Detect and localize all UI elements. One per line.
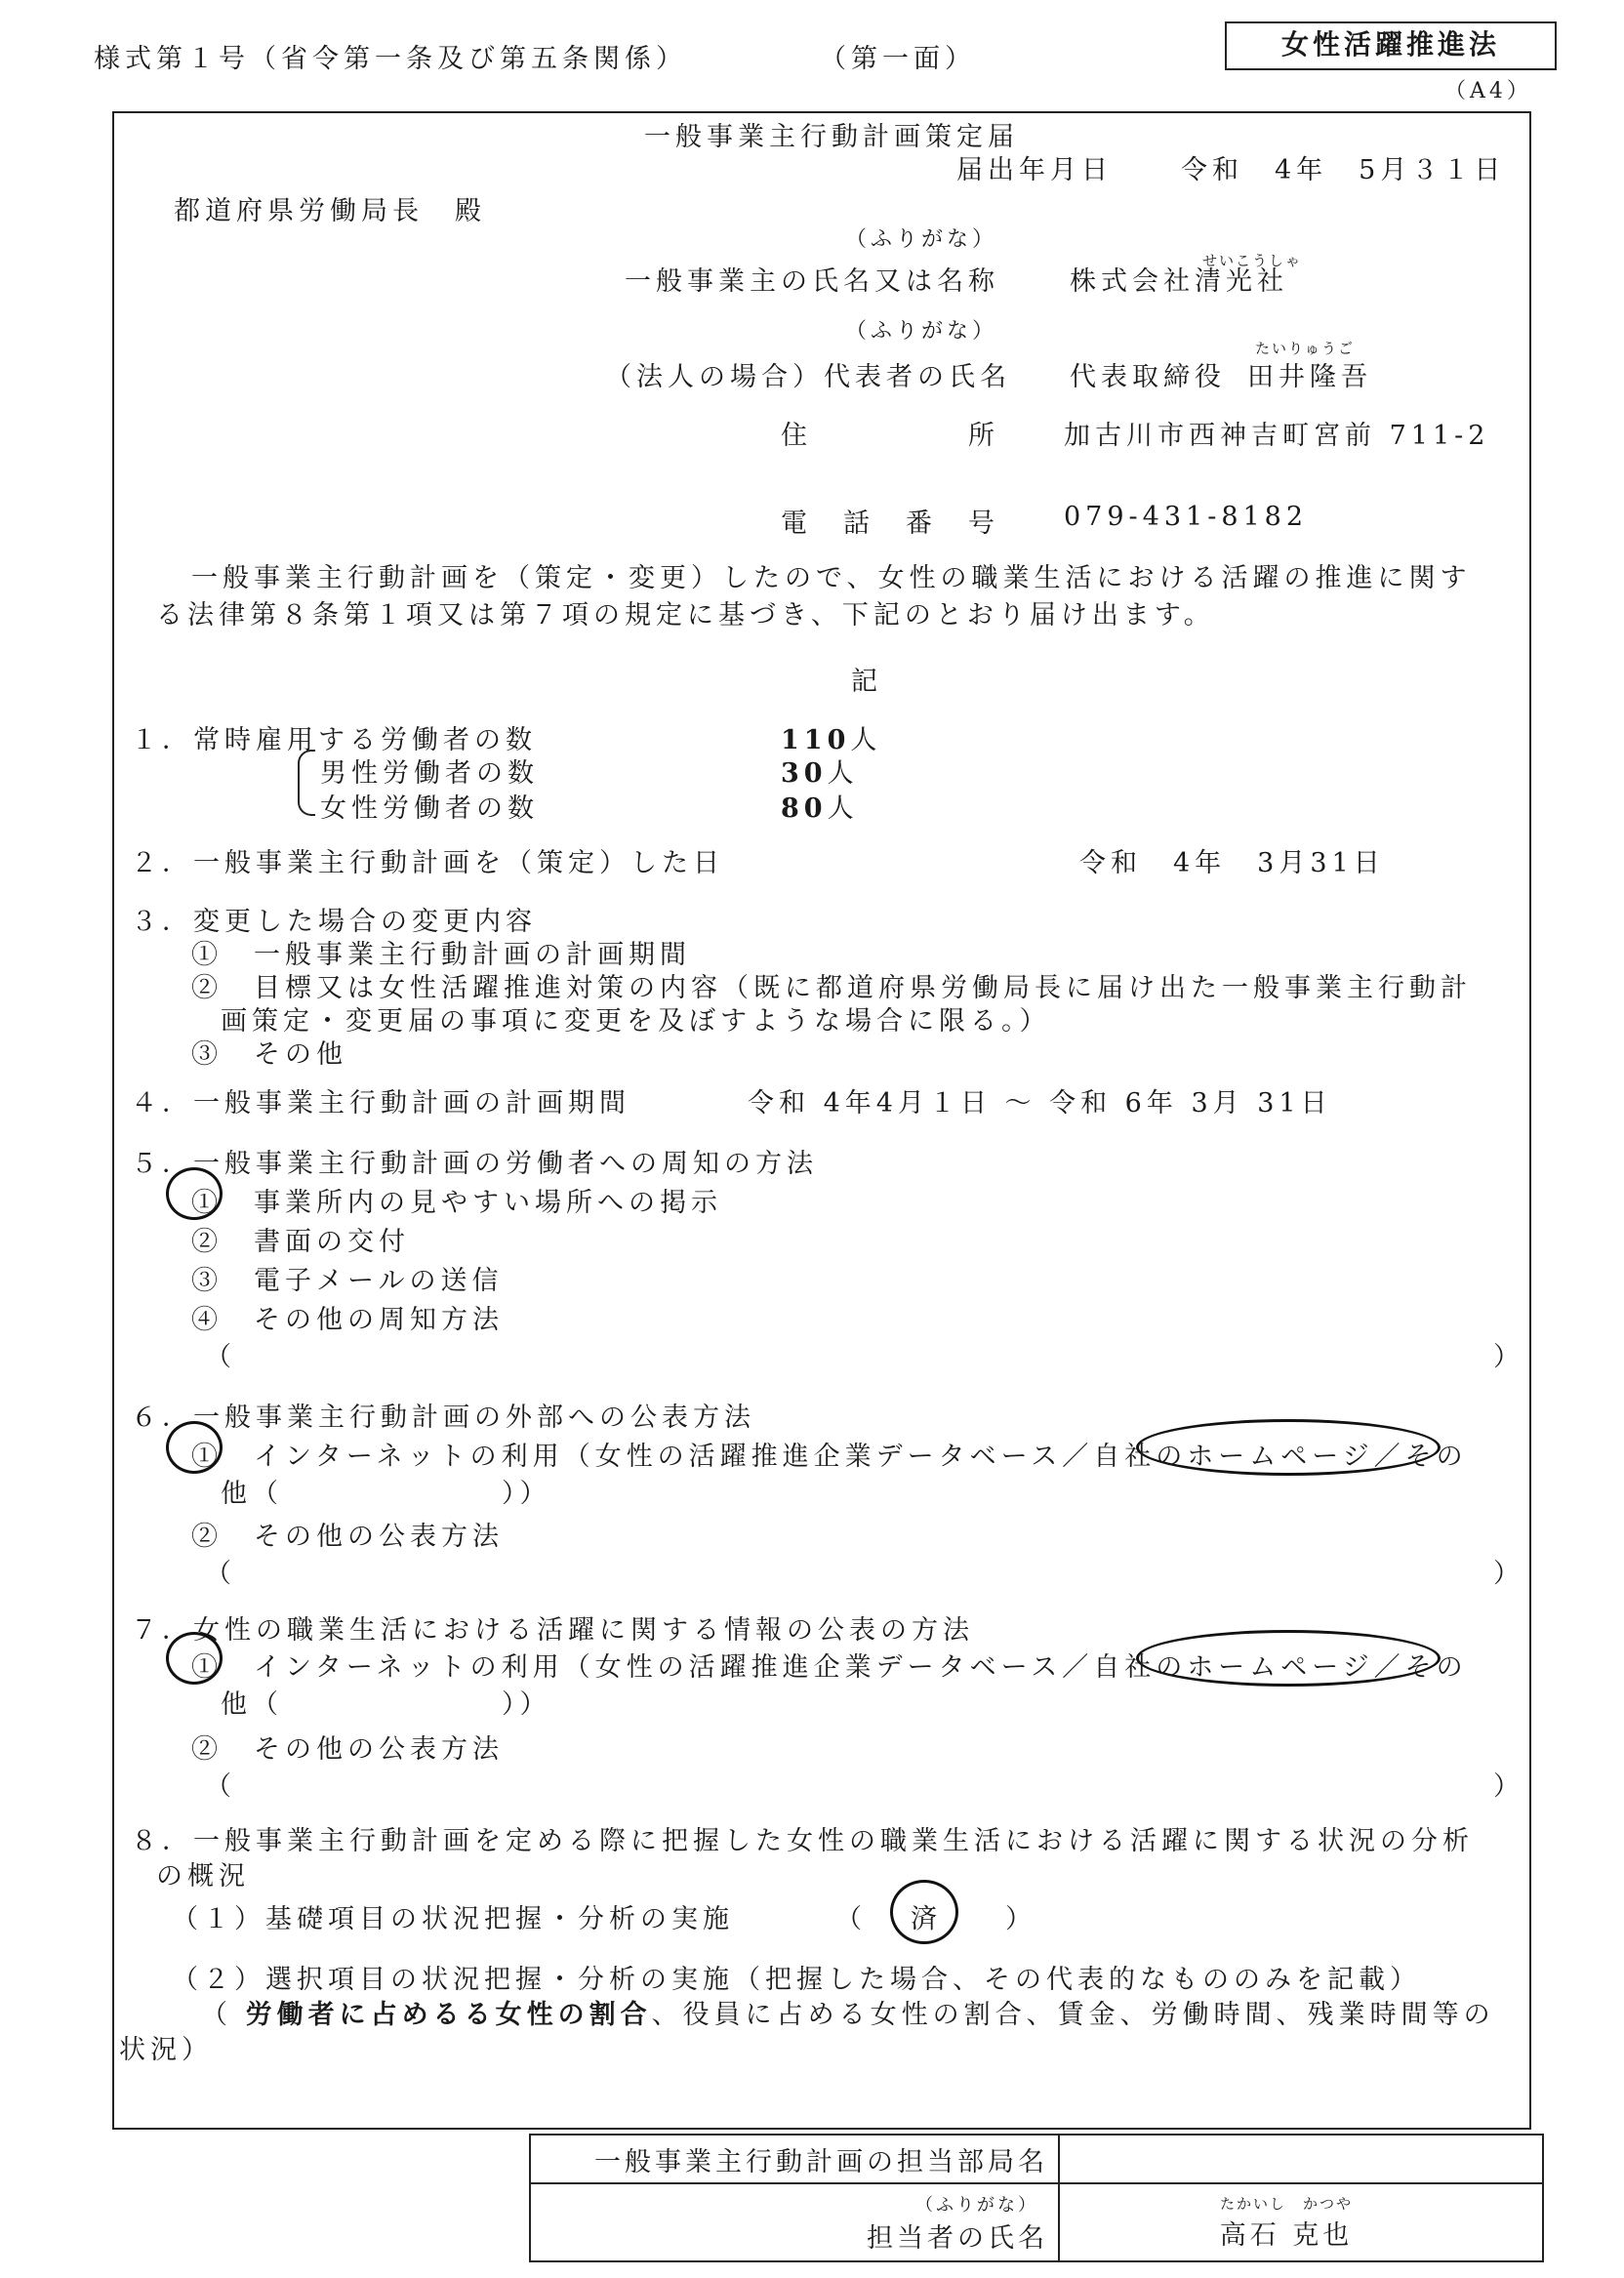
s5-paren-close: ）	[1493, 1342, 1524, 1372]
address-label-2: 所	[968, 421, 999, 451]
s5-label: ５．一般事業主行動計画の労働者への周知の方法	[131, 1149, 818, 1179]
s3-item-2b: 画策定・変更届の事項に変更を及ぼすような場合に限る。）	[221, 1006, 1051, 1037]
addressee: 都道府県労働局長 殿	[174, 196, 486, 226]
address: 加古川市西神吉町宮前 711-2	[1064, 421, 1490, 451]
s3-label: ３．変更した場合の変更内容	[131, 907, 537, 937]
s8-sub1: （１）基礎項目の状況把握・分析の実施	[172, 1904, 734, 1934]
s6-item-2: ② その他の公表方法	[191, 1522, 504, 1552]
s7-item-1: ① インターネットの利用（女性の活躍推進企業データベース／自社のホームページ／その	[191, 1652, 1468, 1683]
s1-male-label: 男性労働者の数	[320, 758, 539, 789]
intro-line-1: 一般事業主行動計画を（策定・変更）したので、女性の職業生活における活躍の推進に関す	[191, 563, 1472, 593]
responsible-table	[529, 2134, 1544, 2262]
s6-paren-open: （	[205, 1559, 236, 1589]
s8-sub1-open: （	[835, 1904, 867, 1934]
s6-item-1b: 他（ ））	[221, 1479, 551, 1509]
s5-paren-open: （	[205, 1342, 236, 1372]
s8-sub1-value: 済	[911, 1904, 942, 1934]
person-name-cell[interactable]	[1059, 2183, 1543, 2261]
s8-sub1-close: ）	[1005, 1904, 1036, 1934]
s5-item-4: ④ その他の周知方法	[191, 1305, 504, 1335]
rep-label: （法人の場合）代表者の氏名	[605, 362, 1011, 392]
form-title: 一般事業主行動計画策定届	[644, 122, 1019, 152]
s1-label: １．常時雇用する労働者の数	[131, 725, 537, 755]
date-value: 令和 4年 5月３１日	[1181, 155, 1506, 185]
s8-sub2-end: 状況）	[119, 2035, 213, 2065]
s7-paren-open: （	[205, 1771, 236, 1802]
s1-female-label: 女性労働者の数	[320, 793, 539, 824]
s6-paren-close: ）	[1493, 1559, 1524, 1589]
employer-name: 株式会社清光社	[1070, 266, 1288, 297]
s4-label: ４．一般事業主行動計画の計画期間	[131, 1088, 630, 1119]
s7-label: ７．女性の職業生活における活躍に関する情報の公表の方法	[131, 1615, 974, 1646]
address-label-1: 住	[781, 421, 812, 451]
s5-item-3: ③ 電子メールの送信	[191, 1266, 504, 1296]
rep-name: 田井隆吾	[1247, 362, 1372, 392]
furigana-label-2: （ふりがな）	[845, 319, 998, 344]
s6-label: ６．一般事業主行動計画の外部への公表方法	[131, 1403, 755, 1433]
employer-name-furigana: せいこうしゃ	[1202, 252, 1303, 269]
s1-total: 110人	[781, 725, 882, 755]
side-indicator: （第一面）	[820, 44, 976, 74]
tel: 079-431-8182	[1064, 502, 1309, 532]
paper-size: （A4）	[1444, 79, 1532, 103]
s1-male: 30人	[781, 758, 859, 789]
intro-line-2: る法律第８条第１項又は第７項の規定に基づき、下記のとおり届け出ます。	[156, 600, 1215, 631]
s5-item-2: ② 書面の交付	[191, 1227, 410, 1257]
rep-furigana: たいりゅうご	[1255, 340, 1356, 357]
employer-name-label: 一般事業主の氏名又は名称	[625, 266, 999, 297]
s2-label: ２．一般事業主行動計画を（策定）した日	[131, 848, 724, 878]
person-name: 高石 克也	[1219, 2220, 1354, 2251]
s1-female: 80人	[781, 793, 859, 824]
s7-item-1b: 他（ ））	[221, 1689, 551, 1720]
person-furigana: たかいし かつや	[1219, 2195, 1353, 2213]
dept-label: 一般事業主行動計画の担当部局名	[530, 2135, 1059, 2183]
s7-paren-close: ）	[1493, 1771, 1524, 1802]
person-furigana-label: （ふりがな）	[915, 2194, 1038, 2216]
person-label: 担当者の氏名	[867, 2222, 1048, 2254]
s3-item-1: ① 一般事業主行動計画の計画期間	[191, 940, 691, 970]
s4-period: 令和 4年4月１日 ～ 令和 6年 3月 31日	[748, 1088, 1332, 1119]
s7-item-2: ② その他の公表方法	[191, 1734, 504, 1765]
tel-label: 電 話 番 号	[781, 508, 999, 539]
s3-item-2: ② 目標又は女性活躍推進対策の内容（既に都道府県労働局長に届け出た一般事業主行動計	[191, 973, 1472, 1003]
s8-sub2-detail: （ 労働者に占めるる女性の割合、役員に占める女性の割合、賃金、労働時間、残業時間等の	[201, 2000, 1495, 2030]
ki-mark: 記	[851, 667, 882, 697]
rep-title: 代表取締役	[1070, 362, 1226, 392]
law-label: 女性活躍推進法	[1225, 21, 1557, 70]
s5-item-1: ① 事業所内の見やすい場所への掲示	[191, 1188, 722, 1218]
s8-label: ８．一般事業主行動計画を定める際に把握した女性の職業生活における活躍に関する状況の分析	[131, 1826, 1474, 1856]
s8-label-2: の概況	[156, 1861, 250, 1892]
form-number: 様式第１号（省令第一条及び第五条関係）	[94, 44, 687, 74]
person-label-cell	[530, 2183, 1059, 2261]
furigana-label: （ふりがな）	[845, 227, 998, 252]
s3-item-3: ③ その他	[191, 1039, 347, 1070]
dept-value[interactable]	[1059, 2135, 1543, 2183]
s8-sub2: （２）選択項目の状況把握・分析の実施（把握した場合、その代表的なもののみを記載）	[172, 1965, 1421, 1995]
date-label: 届出年月日	[956, 155, 1113, 185]
s6-item-1: ① インターネットの利用（女性の活躍推進企業データベース／自社のホームページ／その	[191, 1442, 1468, 1472]
s1-bracket	[298, 750, 315, 816]
s2-date: 令和 4年 3月31日	[1079, 848, 1385, 878]
